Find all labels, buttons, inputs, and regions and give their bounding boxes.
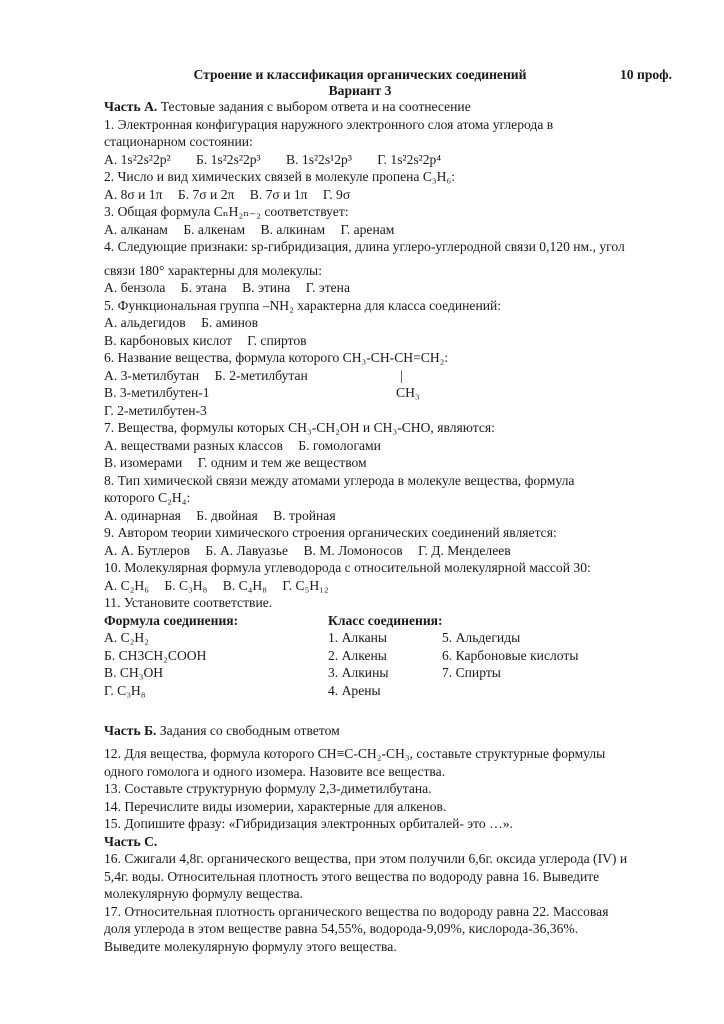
class-item: 1. Алканы — [328, 630, 388, 645]
answer-option: Б. гомологами — [298, 437, 381, 453]
formula-item: В. CH₃OH — [104, 665, 164, 680]
question-14-text: 14. Перечислите виды изомерии, характерные для алкенов. — [104, 798, 447, 814]
part-b-description: Задания со свободным ответом — [159, 722, 340, 738]
answer-option: Г. 2-метилбутен-3 — [104, 402, 207, 418]
answer-option: В. 7σ и 1π — [249, 186, 308, 202]
answer-option: В. алкинам — [260, 221, 326, 237]
formula-column — [104, 612, 238, 700]
question-8-options — [104, 507, 684, 525]
part-a-description: Тестовые задания с выбором ответа и на соотнесение — [160, 99, 471, 114]
page-title: Строение и классификация органических соединений — [193, 67, 527, 82]
answer-option: В. C₄H₈ — [222, 577, 267, 593]
class-item: 6. Карбоновые кислоты — [442, 647, 579, 663]
answer-option: В. этина — [242, 280, 291, 295]
question-1-text: 1. Электронная конфигурация наружного электронного слоя атома углерода в — [104, 116, 554, 132]
answer-option: В. 1s²2s¹2p³ — [286, 151, 352, 167]
question-16-text-last: молекулярную формулу вещества. — [104, 886, 303, 901]
class-column-2 — [442, 612, 578, 682]
answer-option: В. 3-метилбутен-1 — [104, 385, 210, 400]
answer-option: В. изомерами — [104, 455, 183, 470]
question-12-text-cont: одного гомолога и одного изомера. Назовите все вещества. — [104, 763, 446, 779]
part-a-heading — [104, 98, 684, 116]
question-6-options-last — [104, 402, 684, 420]
answer-option: Б. этана — [180, 280, 227, 295]
answer-option: В. М. Ломоносов — [303, 542, 403, 558]
answer-option: Б. 2-метилбутан — [214, 367, 308, 383]
answer-option: Б. C₃H₈ — [164, 577, 208, 593]
grade-label: 10 проф. — [620, 67, 672, 82]
class-item: 5. Альдегиды — [442, 630, 521, 645]
question-10-options — [104, 577, 684, 595]
answer-option: Б. 7σ и 2π — [177, 186, 235, 202]
question-5-options-cont — [104, 332, 684, 350]
question-1-options — [104, 151, 684, 169]
class-item: 4. Арены — [328, 682, 381, 698]
question-6-options-cont — [104, 384, 684, 402]
answer-option: Б. алкенам — [183, 221, 246, 237]
question-4-text: 4. Следующие признаки: sp-гибридизация, длина углеро-углеродной связи 0,120 нм., угол — [104, 239, 625, 254]
question-7-text: 7. Вещества, формулы которых CH₃-CH₂OH и CH₃-CHO, являются: — [104, 420, 495, 435]
answer-option: А. одинарная — [104, 507, 181, 523]
answer-option: А. 1s²2s²2p² — [104, 151, 171, 167]
formula-item: Г. C₃H₈ — [104, 682, 146, 698]
matching-table — [104, 612, 684, 700]
question-1-text-cont: стационарном состоянии: — [104, 134, 253, 149]
part-a-label: Часть А. — [104, 99, 158, 114]
question-3-options — [104, 221, 684, 239]
question-4-options — [104, 279, 684, 297]
question-7-options-cont — [104, 454, 684, 472]
question-16-text: 16. Сжигали 4,8г. органического вещества, при этом получили 6,6г. оксида углерода (IV) и — [104, 851, 628, 866]
answer-option: Г. 9σ — [322, 186, 351, 202]
question-5-text: 5. Функциональная группа –NH₂ характерна для класса соединений: — [104, 297, 502, 313]
formula-branch-bond: | — [400, 367, 403, 383]
question-2-text: 2. Число и вид химических связей в молекуле пропена C₃H₆: — [104, 169, 455, 184]
answer-option: Г. Д. Менделеев — [418, 542, 511, 558]
answer-option: Г. спиртов — [247, 332, 307, 348]
content — [104, 98, 684, 955]
answer-option: В. тройная — [273, 507, 336, 523]
answer-option: А. веществами разных классов — [104, 437, 283, 453]
class-column — [328, 612, 443, 700]
question-5-options — [104, 314, 684, 332]
answer-option: Г. этена — [305, 280, 350, 295]
answer-option: А. бензола — [104, 280, 166, 295]
answer-option: А. 8σ и 1π — [104, 186, 163, 202]
part-b-heading — [104, 722, 684, 740]
part-b-label: Часть Б. — [104, 722, 157, 738]
question-17-text-last: Выведите молекулярную формулу этого вещества. — [104, 938, 397, 954]
class-item: 2. Алкены — [328, 647, 387, 663]
question-6-options — [104, 367, 684, 385]
question-2-options — [104, 186, 684, 204]
question-12-text: 12. Для вещества, формула которого CH≡C-CH₂-CH₃, составьте структурные формулы — [104, 746, 606, 761]
question-6-text: 6. Название вещества, формула которого CH₃-CH-CH=CH₂: — [104, 350, 449, 365]
formula-item: Б. CH3CH₂COOH — [104, 647, 207, 663]
variant-label: Вариант 3 — [328, 83, 392, 98]
answer-option: А. А. Бутлеров — [104, 542, 190, 558]
answer-option: Г. одним и тем же веществом — [197, 455, 367, 470]
class-item: 7. Спирты — [442, 665, 501, 680]
question-7-options — [104, 437, 684, 455]
answer-option: В. карбоновых кислот — [104, 332, 232, 348]
question-9-options — [104, 542, 684, 560]
answer-option: Б. А. Лавуазье — [205, 542, 289, 558]
question-17-text: 17. Относительная плотность органического вещества по водороду равна 22. Массовая — [104, 903, 609, 919]
answer-option: Б. двойная — [196, 507, 258, 523]
question-16-text-cont: 5,4г. воды. Относительная плотность этого вещества по водороду равна 16. Выведите — [104, 868, 600, 884]
answer-option: Б. 1s²2s²2p³ — [196, 151, 261, 167]
answer-option: Г. C₅H₁₂ — [282, 577, 329, 593]
question-8-text: 8. Тип химической связи между атомами углерода в молекуле вещества, формула — [104, 472, 575, 488]
answer-option: А. алканам — [104, 221, 168, 237]
question-8-text-cont: которого C₂H₄: — [104, 490, 191, 505]
question-9-text: 9. Автором теории химического строения органических соединений является: — [104, 525, 557, 540]
part-c-heading: Часть С. — [104, 833, 158, 849]
class-column-header: Класс соединения: — [328, 612, 443, 628]
question-3-text: 3. Общая формула CₙH₂ₙ₋₂ соответствует: — [104, 204, 349, 219]
class-item: 3. Алкины — [328, 665, 389, 680]
question-10-text: 10. Молекулярная формула углеводорода с относительной молекулярной массой 30: — [104, 560, 591, 575]
answer-option: А. C₂H₆ — [104, 577, 149, 593]
answer-option: А. альдегидов — [104, 315, 186, 330]
question-4-text-cont: связи 180° характерны для молекулы: — [104, 262, 322, 278]
question-17-text-cont: доля углерода в этом веществе равна 54,55%, водорода-9,09%, кислорода-36,36%. — [104, 921, 579, 936]
answer-option: Г. аренам — [340, 221, 395, 237]
question-11-text: 11. Установите соответствие. — [104, 595, 273, 610]
answer-option: Г. 1s²2s²2p⁴ — [377, 151, 442, 167]
question-15-text: 15. Допишите фразу: «Гибридизация электронных орбиталей- это …». — [104, 816, 513, 831]
answer-option: А. 3-метилбутан — [104, 367, 200, 383]
formula-branch-group: CH₃ — [396, 385, 420, 400]
answer-option: Б. аминов — [201, 315, 259, 330]
formula-column-header: Формула соединения: — [104, 612, 239, 628]
question-13-text: 13. Составьте структурную формулу 2,3-диметилбутана. — [104, 781, 432, 796]
formula-item: А. C₂H₂ — [104, 630, 149, 645]
